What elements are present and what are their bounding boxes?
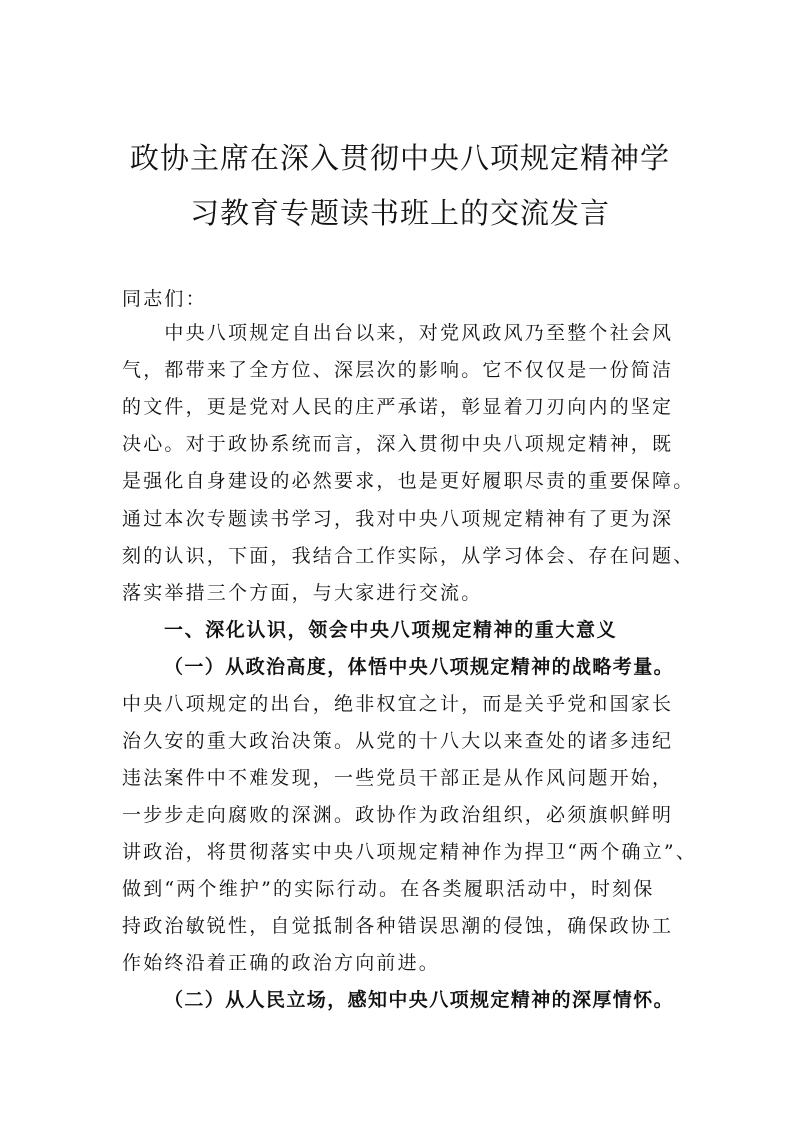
paragraph-line: 一步步走向腐败的深渊。政协作为政治组织，必须旗帜鲜明 bbox=[122, 804, 674, 826]
subsection-heading-2: （二）从人民立场，感知中央八项规定精神的深厚情怀。 bbox=[164, 989, 675, 1011]
salutation: 同志们： bbox=[122, 288, 207, 310]
document-title-line-2: 习教育专题读书班上的交流发言 bbox=[189, 196, 610, 230]
paragraph-line: 治久安的重大政治决策。从党的十八大以来查处的诸多违纪 bbox=[122, 730, 674, 752]
paragraph-line: 讲政治，将贯彻落实中央八项规定精神作为捍卫“两个确立”、 bbox=[122, 841, 698, 863]
paragraph-line: 作始终沿着正确的政治方向前进。 bbox=[122, 952, 441, 974]
paragraph-line: 决心。对于政协系统而言，深入贯彻中央八项规定精神，既 bbox=[122, 433, 674, 455]
paragraph-line: 中央八项规定自出台以来，对党风政风乃至整个社会风 bbox=[122, 322, 674, 344]
paragraph-line: 持政治敏锐性，自觉抵制各种错误思潮的侵蚀，确保政协工 bbox=[122, 915, 674, 937]
paragraph-line: 中央八项规定的出台，绝非权宜之计，而是关乎党和国家长 bbox=[122, 693, 674, 715]
paragraph-line: 通过本次专题读书学习，我对中央八项规定精神有了更为深 bbox=[122, 508, 674, 530]
paragraph-line: 落实举措三个方面，与大家进行交流。 bbox=[122, 582, 483, 604]
paragraph-line: 气，都带来了全方位、深层次的影响。它不仅仅是一份简洁 bbox=[122, 359, 674, 381]
paragraph-line: 的文件，更是党对人民的庄严承诺，彰显着刀刃向内的坚定 bbox=[122, 396, 674, 418]
subsection-heading-1: （一）从政治高度，体悟中央八项规定精神的战略考量。 bbox=[164, 656, 675, 678]
document-title-line-1: 政协主席在深入贯彻中央八项规定精神学 bbox=[129, 141, 670, 175]
paragraph-line: 违法案件中不难发现，一些党员干部正是从作风问题开始， bbox=[122, 767, 674, 789]
paragraph-line: 是强化自身建设的必然要求，也是更好履职尽责的重要保障。 bbox=[122, 470, 695, 492]
section-heading-1: 一、深化认识，领会中央八项规定精神的重大意义 bbox=[164, 619, 618, 641]
paragraph-line: 做到“两个维护”的实际行动。在各类履职活动中，时刻保 bbox=[122, 878, 655, 900]
paragraph-line: 刻的认识，下面，我结合工作实际，从学习体会、存在问题、 bbox=[122, 545, 695, 567]
